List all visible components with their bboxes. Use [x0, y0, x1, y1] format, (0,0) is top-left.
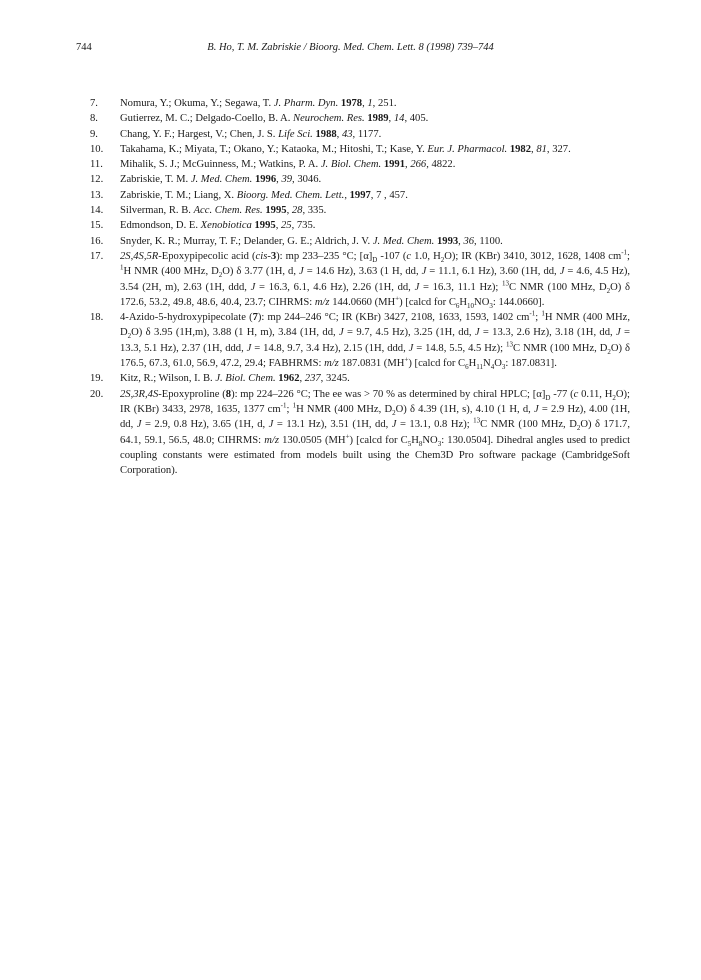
reference-segment: + — [395, 294, 400, 303]
reference-segment: 11 — [476, 363, 484, 372]
reference-segment: = 14.8, 5.5, 4.5 Hz); — [413, 342, 507, 354]
reference-segment: , 7 , 457. — [370, 189, 408, 201]
reference-segment: 1993 — [436, 235, 459, 247]
reference-segment: 1 — [367, 98, 373, 109]
reference-segment: Eur. J. Pharmacol. — [427, 143, 508, 155]
reference-segment: 25 — [280, 220, 292, 232]
reference-segment: = 14.6 Hz), 3.63 (1 H, dd, — [303, 266, 422, 278]
reference-segment: J — [616, 327, 621, 339]
reference-segment: ): mp 224–226 °C; The ee was > 70 % as determined by chiral HPLC; [α] — [231, 388, 546, 400]
reference-item — [90, 142, 630, 157]
reference-segment: = 13.1 Hz), 3.51 (1H, dd, — [273, 419, 392, 431]
reference-segment: J. Biol. Chem. — [215, 373, 276, 385]
reference-text — [120, 236, 503, 247]
reference-segment: = 4.6, 4.5 Hz), 3.54 (2H, m), 2.63 (1H, ddd, — [120, 266, 630, 293]
reference-text — [120, 98, 397, 109]
reference-segment: J. Pharm. Dyn. — [273, 98, 339, 109]
reference-list — [90, 96, 630, 478]
reference-segment: , — [388, 113, 394, 125]
reference-segment: Gutierrez, M. C.; Delgado-Coello, B. A. — [120, 113, 294, 125]
reference-segment: Chang, Y. F.; Hargest, V.; Chen, J. S. — [120, 128, 279, 140]
reference-segment: Neurochem. Res. — [293, 113, 365, 125]
reference-segment: 36 — [463, 235, 475, 247]
reference-segment: 1996 — [254, 174, 277, 186]
reference-number: 15. — [90, 220, 104, 232]
reference-segment: , 4822. — [426, 159, 456, 171]
reference-segment: , 3245. — [320, 373, 350, 385]
reference-segment: J — [136, 419, 142, 431]
reference-segment: 1 — [541, 309, 545, 318]
reference-segment: C NMR (100 MHz, D — [480, 419, 577, 431]
reference-segment: -Epoxyproline ( — [158, 388, 226, 400]
reference-segment: 2 — [127, 332, 132, 341]
reference-segment: = 9.7, 4.5 Hz), 3.25 (1H, dd, — [343, 327, 475, 339]
reference-number: 10. — [90, 143, 104, 155]
reference-segment: 2S,3R,4S — [120, 388, 159, 400]
reference-segment: 3 — [437, 439, 442, 448]
reference-text — [120, 389, 630, 476]
reference-segment: 28 — [291, 205, 303, 217]
reference-segment: 2S,4S,5R — [120, 250, 159, 262]
reference-segment: Zabriskie, T. M.; Liang, X. — [120, 189, 237, 201]
reference-segment: O) δ 4.39 (1H, s), 4.10 (1 H, d, — [395, 403, 534, 415]
reference-segment: -77 ( — [550, 388, 574, 400]
reference-text — [120, 174, 321, 185]
reference-segment: J — [338, 327, 344, 339]
reference-segment: J. Med. Chem. — [190, 174, 253, 186]
reference-segment: D — [372, 256, 378, 265]
reference-segment: J — [246, 342, 252, 354]
reference-segment: J — [250, 281, 256, 293]
reference-segment: O) δ 3.77 (1H, d, — [222, 266, 299, 278]
reference-segment: 14 — [393, 113, 405, 125]
reference-segment: NO — [474, 296, 490, 308]
reference-number: 18. — [90, 312, 104, 324]
reference-segment: Nomura, Y.; Okuma, Y.; Segawa, T. — [120, 98, 274, 109]
reference-segment: H NMR (400 MHz, D — [123, 266, 219, 278]
reference-segment: 266 — [410, 159, 427, 171]
reference-item — [90, 127, 630, 142]
reference-segment: -107 ( — [377, 250, 407, 262]
reference-segment: 13 — [506, 340, 514, 349]
reference-segment: Acc. Chem. Res. — [193, 205, 263, 217]
reference-segment: 0.11, H — [578, 388, 613, 400]
reference-segment: 6 — [465, 363, 469, 372]
reference-segment: cis — [255, 250, 268, 262]
page-header — [0, 42, 701, 58]
reference-segment: 2 — [392, 409, 396, 418]
reference-segment: 1989 — [367, 113, 389, 125]
reference-segment: , — [458, 235, 464, 247]
reference-segment: H — [459, 296, 468, 308]
reference-segment: H — [468, 358, 477, 370]
reference-segment: -1 — [529, 309, 536, 318]
reference-number: 12. — [90, 174, 104, 186]
reference-segment: m/z — [314, 296, 330, 308]
reference-number: 7. — [90, 98, 98, 109]
reference-segment: = 16.3, 11.1 Hz); — [419, 281, 503, 293]
reference-segment: Kitz, R.; Wilson, I. B. — [120, 373, 216, 385]
reference-segment: , 735. — [291, 220, 316, 232]
reference-text — [120, 248, 631, 310]
reference-item — [90, 157, 630, 172]
reference-number: 14. — [90, 205, 104, 217]
reference-segment: -1 — [280, 401, 287, 410]
reference-segment: H NMR (400 MHz, D — [296, 403, 393, 415]
reference-text — [120, 159, 455, 170]
reference-segment: J — [474, 327, 480, 339]
reference-segment: , — [344, 189, 350, 201]
reference-segment: H NMR (400 MHz, D — [120, 312, 630, 339]
reference-segment: O) δ 3.95 (1H,m), 3.88 (1 H, m), 3.84 (1H, dd, — [131, 327, 339, 339]
reference-segment: ): mp 233–235 °C; [α] — [276, 250, 373, 262]
reference-segment: , — [531, 143, 537, 155]
reference-segment: J — [299, 266, 304, 278]
reference-segment: J. Med. Chem. — [372, 235, 435, 247]
reference-text — [120, 309, 631, 372]
reference-segment: c — [406, 250, 412, 262]
reference-segment: 8 — [418, 439, 423, 448]
reference-segment: m/z — [264, 434, 279, 446]
reference-number: 8. — [90, 113, 98, 125]
reference-segment: Snyder, K. R.; Murray, T. F.; Delander, G. E.; Aldrich, J. V. — [120, 235, 373, 247]
reference-item — [90, 172, 630, 187]
reference-segment: , — [299, 373, 305, 385]
reference-text — [120, 129, 381, 140]
reference-segment: J — [414, 281, 420, 293]
reference-item — [90, 96, 630, 111]
reference-segment: ; — [627, 250, 630, 262]
reference-segment: , 1177. — [352, 128, 382, 140]
reference-segment: ; — [286, 403, 293, 415]
reference-segment: - — [267, 250, 271, 262]
reference-segment: 1 — [120, 263, 124, 272]
reference-segment: 3 — [489, 301, 493, 310]
reference-segment: ) [calcd for C — [408, 358, 466, 370]
reference-text — [120, 144, 571, 155]
reference-segment: -1 — [621, 248, 628, 257]
reference-segment: C NMR (100 MHz, D — [513, 342, 608, 354]
reference-segment: 13 — [502, 279, 510, 288]
reference-segment: , — [362, 98, 368, 109]
reference-segment: 13 — [473, 416, 481, 425]
reference-segment: ; — [535, 312, 542, 324]
reference-item — [90, 249, 630, 310]
reference-text — [120, 220, 315, 231]
reference-segment: = 13.3, 2.6 Hz), 3.18 (1H, dd, — [479, 327, 616, 339]
reference-segment: Edmondson, D. E. — [120, 220, 201, 232]
reference-segment: 1 — [292, 401, 297, 410]
reference-segment: + — [345, 432, 350, 440]
reference-item — [90, 371, 630, 386]
reference-segment: = 13.3, 5.1 Hz), 2.37 (1H, ddd, — [120, 327, 631, 354]
reference-segment: 39 — [281, 174, 293, 186]
reference-segment: 1988 — [315, 128, 337, 140]
reference-segment: N — [483, 358, 491, 370]
reference-segment: O) δ 171.7, 64.1, 59.1, 56.5, 48.0; CIHRMS: — [120, 419, 630, 446]
reference-segment: m/z — [324, 358, 339, 370]
reference-segment: Life Sci. — [278, 128, 313, 140]
reference-item — [90, 234, 630, 249]
reference-segment: 8 — [225, 388, 232, 400]
reference-segment: 4 — [490, 363, 495, 372]
reference-segment: 2 — [576, 424, 581, 433]
reference-segment: 3 — [270, 250, 277, 262]
reference-item — [90, 111, 630, 126]
reference-segment: , 251. — [372, 98, 397, 109]
reference-segment: 2 — [607, 347, 611, 356]
reference-segment: J — [533, 403, 539, 415]
reference-segment: 10 — [467, 301, 475, 310]
reference-segment: , 327. — [546, 143, 571, 155]
reference-segment: ): mp 244–246 °C; IR (KBr) 3427, 2108, 1633, 1593, 1402 cm — [257, 312, 530, 324]
reference-number: 13. — [90, 189, 104, 201]
reference-segment: O); IR (KBr) 3433, 2978, 1635, 1377 cm — [120, 388, 630, 415]
reference-segment: 144.0660 (MH — [329, 296, 396, 308]
reference-segment: 2 — [218, 271, 223, 280]
reference-segment: , — [275, 220, 281, 232]
reference-number: 11. — [90, 159, 103, 171]
reference-segment: 1991 — [383, 159, 406, 171]
running-head: B. Ho, T. M. Zabriskie / Bioorg. Med. Chem. Lett. 8 (1998) 739–744 — [207, 42, 494, 53]
reference-text — [120, 373, 350, 384]
reference-segment: 1962 — [278, 373, 300, 385]
reference-segment: 4-Azido-5-hydroxypipecolate ( — [120, 312, 253, 324]
reference-segment: 81 — [536, 143, 547, 155]
reference-segment: = 2.9 Hz), 4.00 (1H, dd, — [120, 403, 631, 431]
reference-segment: J. Biol. Chem. — [320, 159, 382, 171]
reference-segment: 43 — [341, 128, 353, 140]
reference-segment: 1978 — [340, 98, 363, 109]
reference-segment: O); IR (KBr) 3410, 3012, 1628, 1408 cm — [444, 250, 622, 262]
reference-segment: 3 — [501, 363, 506, 372]
reference-item — [90, 218, 630, 233]
reference-segment: Mihalik, S. J.; McGuinness, M.; Watkins, P. A. — [120, 159, 321, 171]
reference-text — [120, 190, 408, 201]
reference-segment: : 130.0504]. Dihedral angles used to predict coupling constants were estimated from models built using the Chem3D Pro software package (CambridgeSoft Corporation). — [120, 434, 631, 477]
reference-text — [120, 113, 428, 124]
reference-number: 16. — [90, 235, 104, 247]
reference-number: 20. — [90, 388, 104, 400]
reference-segment: 1982 — [509, 143, 532, 155]
reference-segment: O) δ 172.6, 53.2, 49.8, 48.6, 40.4, 23.7; CIHRMS: — [120, 281, 631, 308]
reference-segment: ) [calcd for C — [399, 296, 456, 308]
reference-segment: 237 — [304, 373, 321, 385]
reference-number: 19. — [90, 373, 104, 385]
reference-segment: J — [408, 342, 414, 354]
reference-segment: J — [421, 266, 427, 278]
reference-segment: 7 — [252, 312, 258, 324]
reference-segment: 130.0505 (MH — [278, 434, 346, 446]
reference-segment: = 16.3, 6.1, 4.6 Hz), 2.26 (1H, dd, — [255, 281, 415, 293]
reference-segment: , 405. — [404, 113, 429, 125]
reference-segment: = 13.1, 0.8 Hz); — [396, 419, 474, 431]
reference-segment: , — [336, 128, 342, 140]
reference-segment: J — [391, 419, 397, 431]
reference-segment: Zabriskie, T. M. — [120, 174, 191, 186]
reference-segment: C NMR (100 MHz, D — [509, 281, 607, 293]
reference-segment: O) δ 176.5, 67.3, 61.0, 56.9, 47.2, 29.4; FABHRMS: — [120, 342, 630, 370]
reference-segment: Takahama, K.; Miyata, T.; Okano, Y.; Kataoka, M.; Hitoshi, T.; Kase, Y. — [120, 143, 428, 155]
reference-segment: , — [286, 205, 292, 217]
reference-segment: : 144.0660]. — [492, 296, 545, 308]
reference-segment: 187.0831 (MH — [338, 358, 405, 370]
reference-segment: = 2.9, 0.8 Hz), 3.65 (1H, d, — [141, 419, 269, 431]
reference-segment: NO — [422, 434, 438, 446]
reference-segment: , 3046. — [292, 174, 322, 186]
reference-segment: 6 — [455, 301, 460, 310]
reference-segment: 1995 — [265, 205, 287, 217]
reference-segment: Xenobiotica — [200, 220, 252, 232]
reference-segment: 1997 — [349, 189, 371, 201]
reference-segment: , — [405, 159, 411, 171]
reference-segment: = 11.1, 6.1 Hz), 3.60 (1H, dd, — [426, 266, 560, 278]
reference-item — [90, 310, 630, 371]
reference-segment: 5 — [407, 439, 412, 448]
reference-segment: 1995 — [254, 220, 276, 232]
reference-item — [90, 203, 630, 218]
reference-segment: ) [calcd for C — [349, 434, 408, 446]
reference-segment: 2 — [612, 393, 616, 402]
reference-segment: , 335. — [302, 205, 327, 217]
reference-segment: c — [573, 388, 579, 400]
reference-segment: = 14.8, 9.7, 3.4 Hz), 2.15 (1H, ddd, — [251, 342, 409, 354]
reference-text — [120, 205, 326, 216]
reference-segment: 1.0, H — [411, 250, 441, 262]
reference-item — [90, 188, 630, 203]
reference-segment: 2 — [440, 256, 445, 265]
reference-segment: , 1100. — [474, 235, 503, 247]
reference-segment: Silverman, R. B. — [120, 205, 194, 217]
reference-segment: H — [411, 434, 419, 446]
reference-segment: : 187.0831]. — [505, 358, 557, 370]
reference-segment: 2 — [606, 286, 611, 295]
reference-segment: Bioorg. Med. Chem. Lett. — [236, 189, 345, 201]
reference-item — [90, 387, 630, 479]
reference-number: 17. — [90, 250, 104, 262]
reference-number: 9. — [90, 128, 98, 140]
reference-segment: J — [268, 419, 274, 431]
page-number: 744 — [76, 42, 92, 53]
reference-segment: J — [559, 266, 565, 278]
reference-segment: + — [404, 355, 409, 364]
reference-segment: -Epoxypipecolic acid ( — [158, 250, 256, 262]
reference-segment: O — [494, 358, 502, 370]
reference-segment: , — [276, 174, 282, 186]
reference-segment: D — [545, 393, 551, 402]
